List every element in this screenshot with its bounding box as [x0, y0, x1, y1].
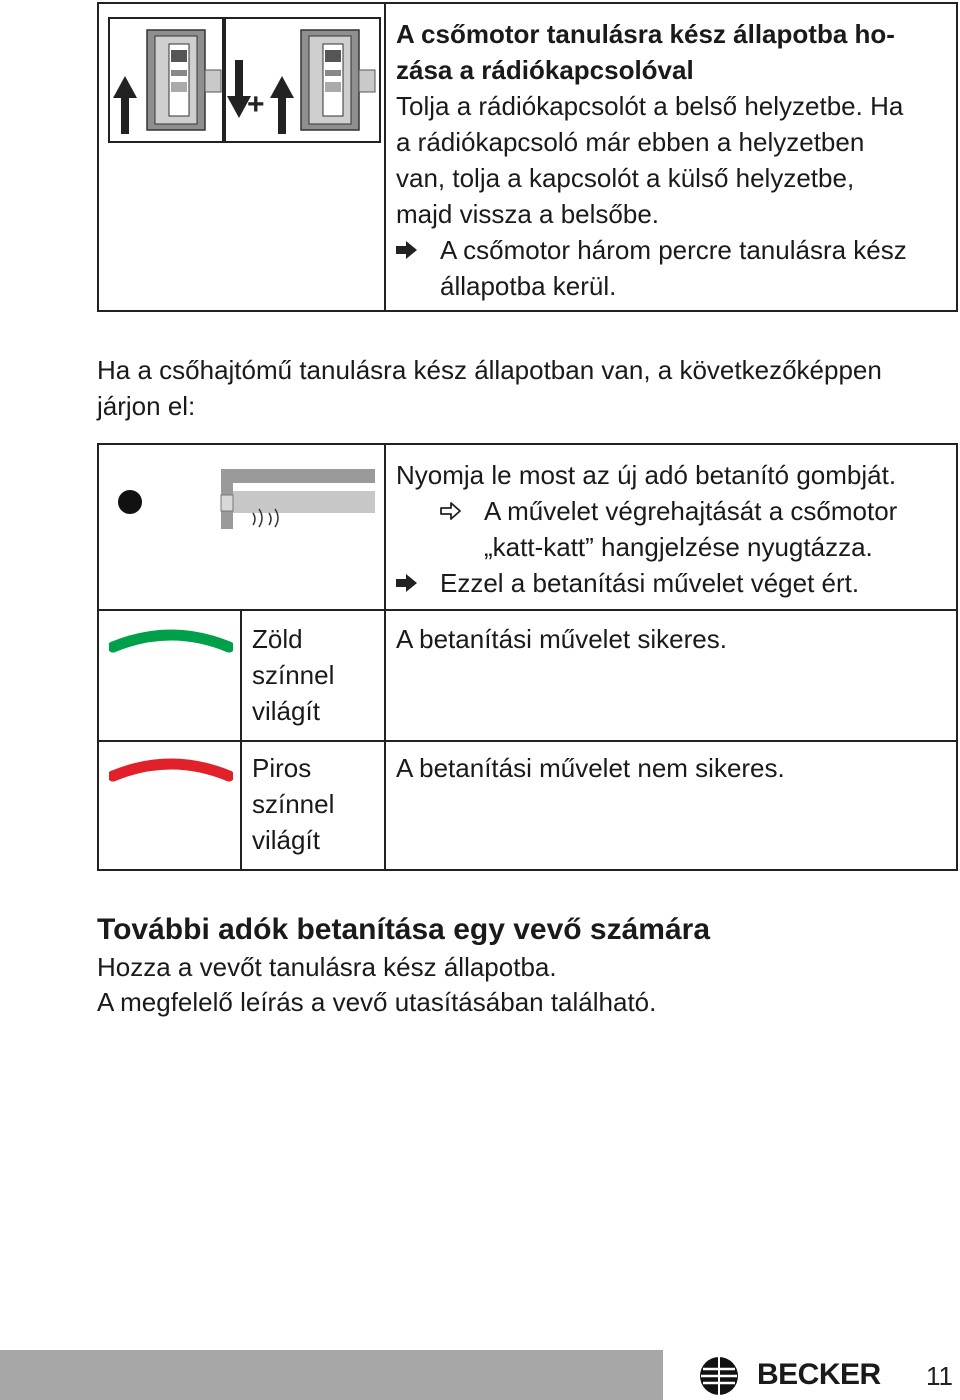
becker-logo-icon [698, 1355, 740, 1397]
row3-text: A betanítási művelet nem sikeres. [396, 753, 785, 783]
row1-confirm-line: „katt-katt” hangjelzése nyugtázza. [484, 532, 873, 562]
block1-result-line: állapotba kerül. [440, 271, 617, 301]
row3-label-line: Piros [252, 753, 312, 783]
brand-name: BECKER [757, 1358, 881, 1391]
table-divider [384, 445, 386, 869]
page-number: 11 [926, 1361, 953, 1391]
block1-heading-line-2: zása a rádiókapcsolóval [396, 55, 694, 85]
row2-text: A betanítási művelet sikeres. [396, 624, 727, 654]
row2-label-line: világít [252, 696, 320, 726]
section-further-transmitters [97, 910, 957, 1020]
plus-icon: + [247, 88, 265, 121]
row-separator [99, 609, 956, 611]
block1-body-line: a rádiókapcsoló már ebben a helyzetben [396, 127, 865, 157]
table-divider [384, 4, 386, 310]
block1-body-line: van, tolja a kapcsolót a külső helyzetbe, [396, 163, 855, 193]
row2-label-line: színnel [252, 660, 335, 690]
filled-arrow-right-icon [396, 241, 418, 259]
red-light-arc-icon [109, 754, 233, 784]
row1-result-line: Ezzel a betanítási művelet véget ért. [440, 568, 860, 598]
block1-heading-line-1: A csőmotor tanulásra kész állapotba ho- [396, 19, 895, 49]
row1-confirm-line: A művelet végrehajtását a csőmotor [484, 496, 898, 526]
black-dot-icon [115, 487, 145, 517]
intro-paragraph [97, 352, 957, 424]
block1-text [396, 16, 956, 304]
row2-label [252, 621, 382, 729]
filled-arrow-right-icon [396, 574, 418, 592]
intro-line: járjon el: [97, 391, 196, 421]
green-light-arc-icon [109, 625, 233, 655]
instruction-table-2 [97, 443, 958, 871]
section-title: További adók betanítása egy vevő számára [97, 913, 711, 946]
row3-label-line: világít [252, 825, 320, 855]
section-line: Hozza a vevőt tanulásra kész állapotba. [97, 952, 557, 982]
row1-confirm [440, 493, 956, 565]
row1-instruction: Nyomja le most az új adó betanító gombját. [396, 460, 897, 490]
row1-text [396, 457, 956, 601]
block1-result-line: A csőmotor három percre tanulásra kész [440, 235, 907, 265]
block1-result [396, 232, 956, 304]
outline-arrow-right-icon [440, 502, 462, 520]
click-click-motor-illustration [217, 465, 379, 535]
row3-label [252, 750, 382, 858]
row3-label-line: színnel [252, 789, 335, 819]
block1-body-line: Tolja a rádiókapcsolót a belső helyzetbe. Ha [396, 91, 904, 121]
row1-result [396, 565, 956, 601]
row2-label-line: Zöld [252, 624, 303, 654]
section-line: A megfelelő leírás a vevő utasításában található. [97, 987, 657, 1017]
radio-switch-illustration [107, 16, 383, 146]
footer-bar [0, 1350, 663, 1400]
block1-body-line: majd vissza a belsőbe. [396, 199, 660, 229]
instruction-table-1 [97, 2, 958, 312]
intro-line: Ha a csőhajtómű tanulásra kész állapotban van, a következőképpen [97, 355, 882, 385]
row-separator [99, 740, 956, 742]
